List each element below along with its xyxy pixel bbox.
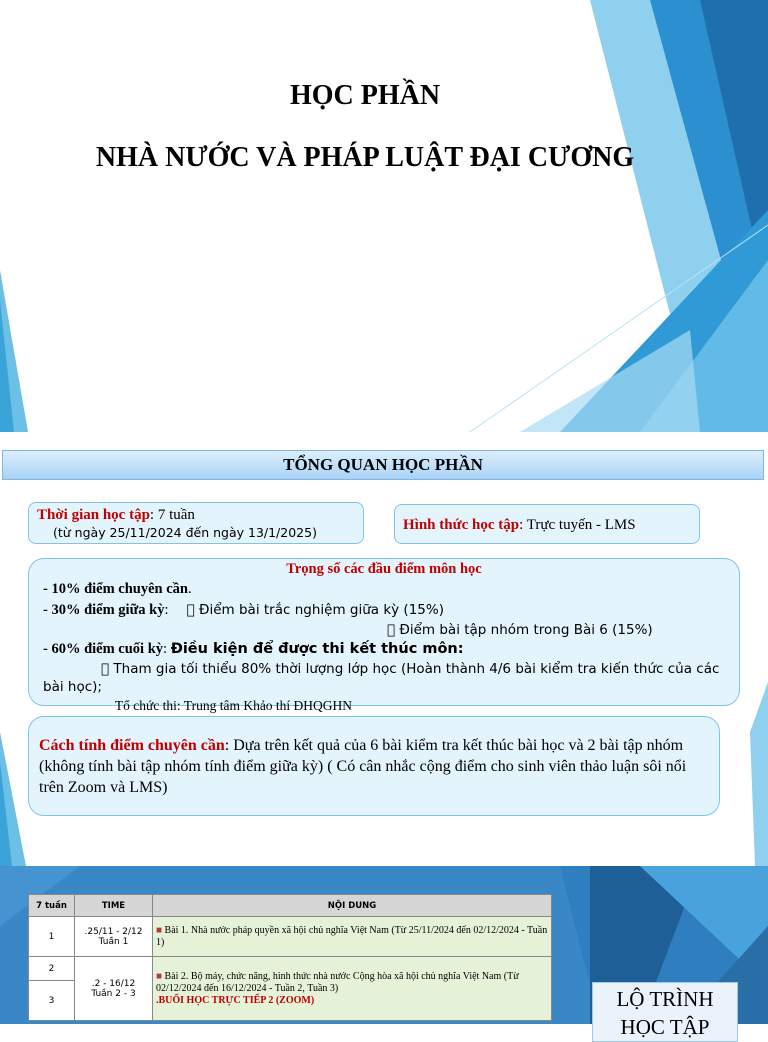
- study-form-label: Hình thức học tập: [403, 517, 520, 533]
- table-row: [29, 917, 552, 957]
- live-session-label: .BUỔI HỌC TRỰC TIẾP 2 (ZOOM): [156, 994, 315, 1006]
- lesson-text: Bài 1. Nhà nước pháp quyền xã hội chủ nghĩa Việt Nam (Từ 25/11/2024 đến 02/12/2024 - Tuần 1): [156, 924, 548, 948]
- midterm-group-note: Điểm bài tập nhóm trong Bài 6 (15%): [387, 622, 641, 638]
- content-cell: [153, 957, 552, 1021]
- header-week: 7 tuần: [29, 895, 75, 917]
- roadmap-label: LỘ TRÌNH HỌC TẬP: [592, 982, 738, 1042]
- study-form-value: : Trực tuyến - LMS: [519, 517, 636, 533]
- midterm-quiz-note: Điểm bài trắc nghiệm giữa kỳ (15%): [186, 602, 436, 618]
- header-time: TIME: [75, 895, 153, 917]
- slide-roadmap: [0, 866, 768, 1039]
- final-weight: - 60% điểm cuối kỳ: [43, 641, 164, 657]
- attendance-calc-box: [28, 716, 720, 816]
- time-range: .2 - 16/12: [91, 978, 136, 989]
- exam-condition-2: Tổ chức thi: Trung tâm Khảo thí ĐHQGHN: [101, 698, 339, 713]
- final-weight-colon: :: [163, 641, 171, 657]
- roadmap-table: [28, 894, 552, 1021]
- time-cell: [75, 957, 153, 1021]
- study-time-range: (từ ngày 25/11/2024 đến ngày 13/1/2025): [53, 525, 317, 540]
- attendance-calc-label: Cách tính điểm chuyên cần: [39, 737, 225, 754]
- time-weeks: Tuần 2 - 3: [91, 988, 136, 999]
- study-time-value: : 7 tuần: [149, 507, 195, 523]
- table-header-row: [29, 895, 552, 917]
- midterm-weight-colon: :: [164, 602, 169, 618]
- book-icon: ■: [156, 970, 163, 982]
- lesson-text: Bài 2. Bộ máy, chức năng, hình thức nhà nước Cộng hòa xã hội chủ nghĩa Việt Nam (Từ 02/12/2024 đến 16/12/2024 - Tuần 2, Tuần 3): [156, 970, 519, 994]
- study-time-label: Thời gian học tập: [37, 507, 150, 523]
- week-cell: 1: [29, 917, 75, 957]
- midterm-weight: - 30% điểm giữa kỳ: [43, 602, 165, 618]
- book-icon: ■: [156, 924, 163, 936]
- content-cell: [153, 917, 552, 957]
- exam-condition-1: Tham gia tối thiểu 80% thời lượng lớp học (Hoàn thành 4/6 bài kiểm tra kiến thức của các bài học);: [43, 661, 708, 695]
- time-range: .25/11 - 2/12: [84, 926, 143, 937]
- slide-decoration: [0, 0, 768, 432]
- course-title: NHÀ NƯỚC VÀ PHÁP LUẬT ĐẠI CƯƠNG: [95, 142, 635, 173]
- study-form-box: [394, 504, 700, 544]
- attendance-weight-tail: .: [188, 581, 192, 597]
- week-cell: 2: [29, 957, 75, 981]
- attendance-weight: - 10% điểm chuyên cần: [43, 581, 188, 597]
- week-cell: 3: [29, 981, 75, 1021]
- time-weeks: Tuần 1: [98, 936, 129, 947]
- time-cell: [75, 917, 153, 957]
- grade-weight-title: Trọng số các đầu điểm môn học: [286, 561, 482, 577]
- attendance-calc-text: : Dựa trên kết quả của 6 bài kiểm tra kết thúc bài học và 2 bài tập nhóm (không tính bài tập nhóm tính điểm giữa kỳ) ( Có cân nhắc cộng điểm cho sinh viên thảo luận sôi nổi trên Zoom và LMS): [39, 737, 687, 796]
- overview-banner: TỔNG QUAN HỌC PHẦN: [2, 450, 764, 480]
- exam-condition-label: Điều kiện để được thi kết thúc môn:: [170, 641, 464, 657]
- grade-weight-box: [28, 558, 740, 713]
- slide-overview: [0, 432, 768, 866]
- slide-title: [0, 0, 768, 432]
- course-label: HỌC PHẦN: [289, 80, 441, 111]
- table-row: [29, 957, 552, 981]
- study-time-box: [28, 502, 364, 544]
- header-content: NỘI DUNG: [153, 895, 552, 917]
